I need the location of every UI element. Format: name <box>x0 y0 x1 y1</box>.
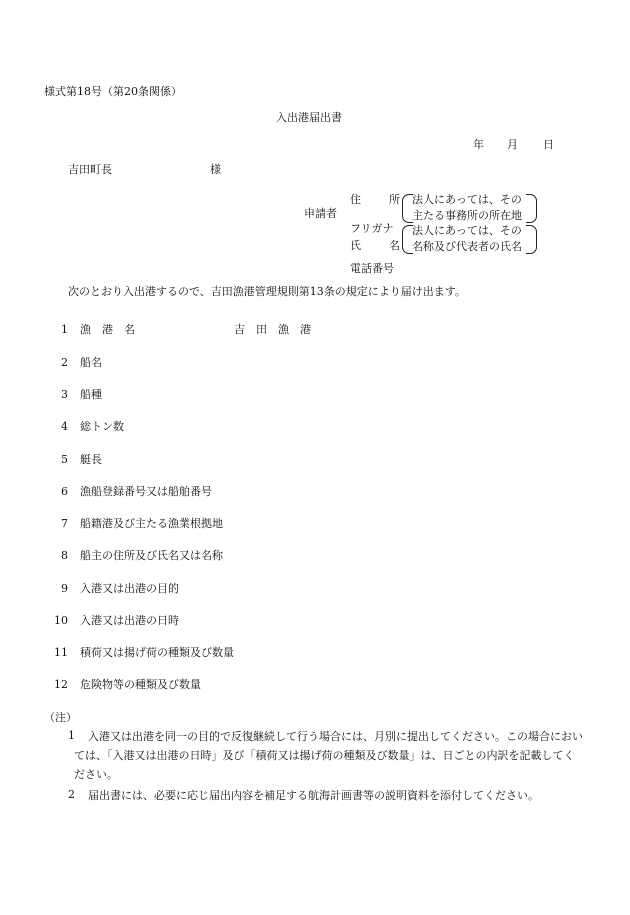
item-label: 危険物等の種類及び数量 <box>80 678 201 691</box>
item-label: 船主の住所及び氏名又は名称 <box>80 549 223 562</box>
item-number: 9 <box>61 582 68 595</box>
item-label: 漁 港 名 <box>80 323 135 336</box>
name-label-second: 名 <box>389 239 400 252</box>
item-label: 船名 <box>80 356 102 369</box>
phone-label: 電話番号 <box>350 262 394 275</box>
addressee-name: 吉田町長 <box>68 163 112 176</box>
item-number: 3 <box>61 388 68 401</box>
item-number: 12 <box>54 678 68 691</box>
item-number: 7 <box>61 517 68 530</box>
note-number: 1 <box>68 729 75 742</box>
name-bracket-right <box>526 225 537 254</box>
item-number: 4 <box>61 420 68 433</box>
item-number: 5 <box>61 453 68 466</box>
furigana-label: フリガナ <box>350 222 394 235</box>
note-text: 届出書には、必要に応じ届出内容を補足する航海計画書等の説明資料を添付してください。 <box>88 789 539 802</box>
notes-heading: （注） <box>44 711 77 724</box>
name-note-line1: 法人にあっては、その <box>412 224 522 237</box>
note-number: 2 <box>68 788 75 801</box>
date-day-label: 日 <box>543 138 554 151</box>
document-title: 入出港届出書 <box>276 111 342 124</box>
item-number: 6 <box>61 485 68 498</box>
item-label: 漁船登録番号又は船舶番号 <box>80 485 212 498</box>
item-value-port-name: 吉 田 漁 港 <box>234 323 311 336</box>
item-number: 2 <box>61 356 68 369</box>
item-number: 11 <box>54 646 68 659</box>
address-bracket-right <box>526 194 537 223</box>
note-text: 入港又は出港を同一の目的で反復継続して行う場合には、月別に提出してください。この場合においては、「入港又は出港の日時」及び「積荷又は揚げ荷の種類及び数量」は、日ごとの内訳を記載してください。 <box>74 730 583 781</box>
address-label-first: 住 <box>350 193 361 206</box>
item-number: 10 <box>54 614 68 627</box>
item-number: 8 <box>61 549 68 562</box>
item-label: 船種 <box>80 388 102 401</box>
address-note-line2: 主たる事務所の所在地 <box>412 209 522 222</box>
form-number: 様式第18号（第20条関係） <box>44 85 182 98</box>
intro-text: 次のとおり入出港するので、吉田漁港管理規則第13条の規定により届け出ます。 <box>68 285 466 298</box>
item-label: 総トン数 <box>80 420 124 433</box>
item-label: 入港又は出港の目的 <box>80 582 179 595</box>
date-month-label: 月 <box>507 138 518 151</box>
item-label: 入港又は出港の日時 <box>80 614 179 627</box>
address-label-second: 所 <box>389 193 400 206</box>
name-label-first: 氏 <box>350 239 361 252</box>
item-number: 1 <box>61 323 68 336</box>
applicant-label: 申請者 <box>304 207 337 220</box>
name-note-line2: 名称及び代表者の氏名 <box>412 240 522 253</box>
item-label: 船籍港及び主たる漁業根拠地 <box>80 517 223 530</box>
item-label: 艇長 <box>80 453 102 466</box>
addressee-honorific: 様 <box>210 163 221 176</box>
address-note-line1: 法人にあっては、その <box>412 193 522 206</box>
date-year-label: 年 <box>473 138 484 151</box>
item-label: 積荷又は揚げ荷の種類及び数量 <box>80 646 234 659</box>
